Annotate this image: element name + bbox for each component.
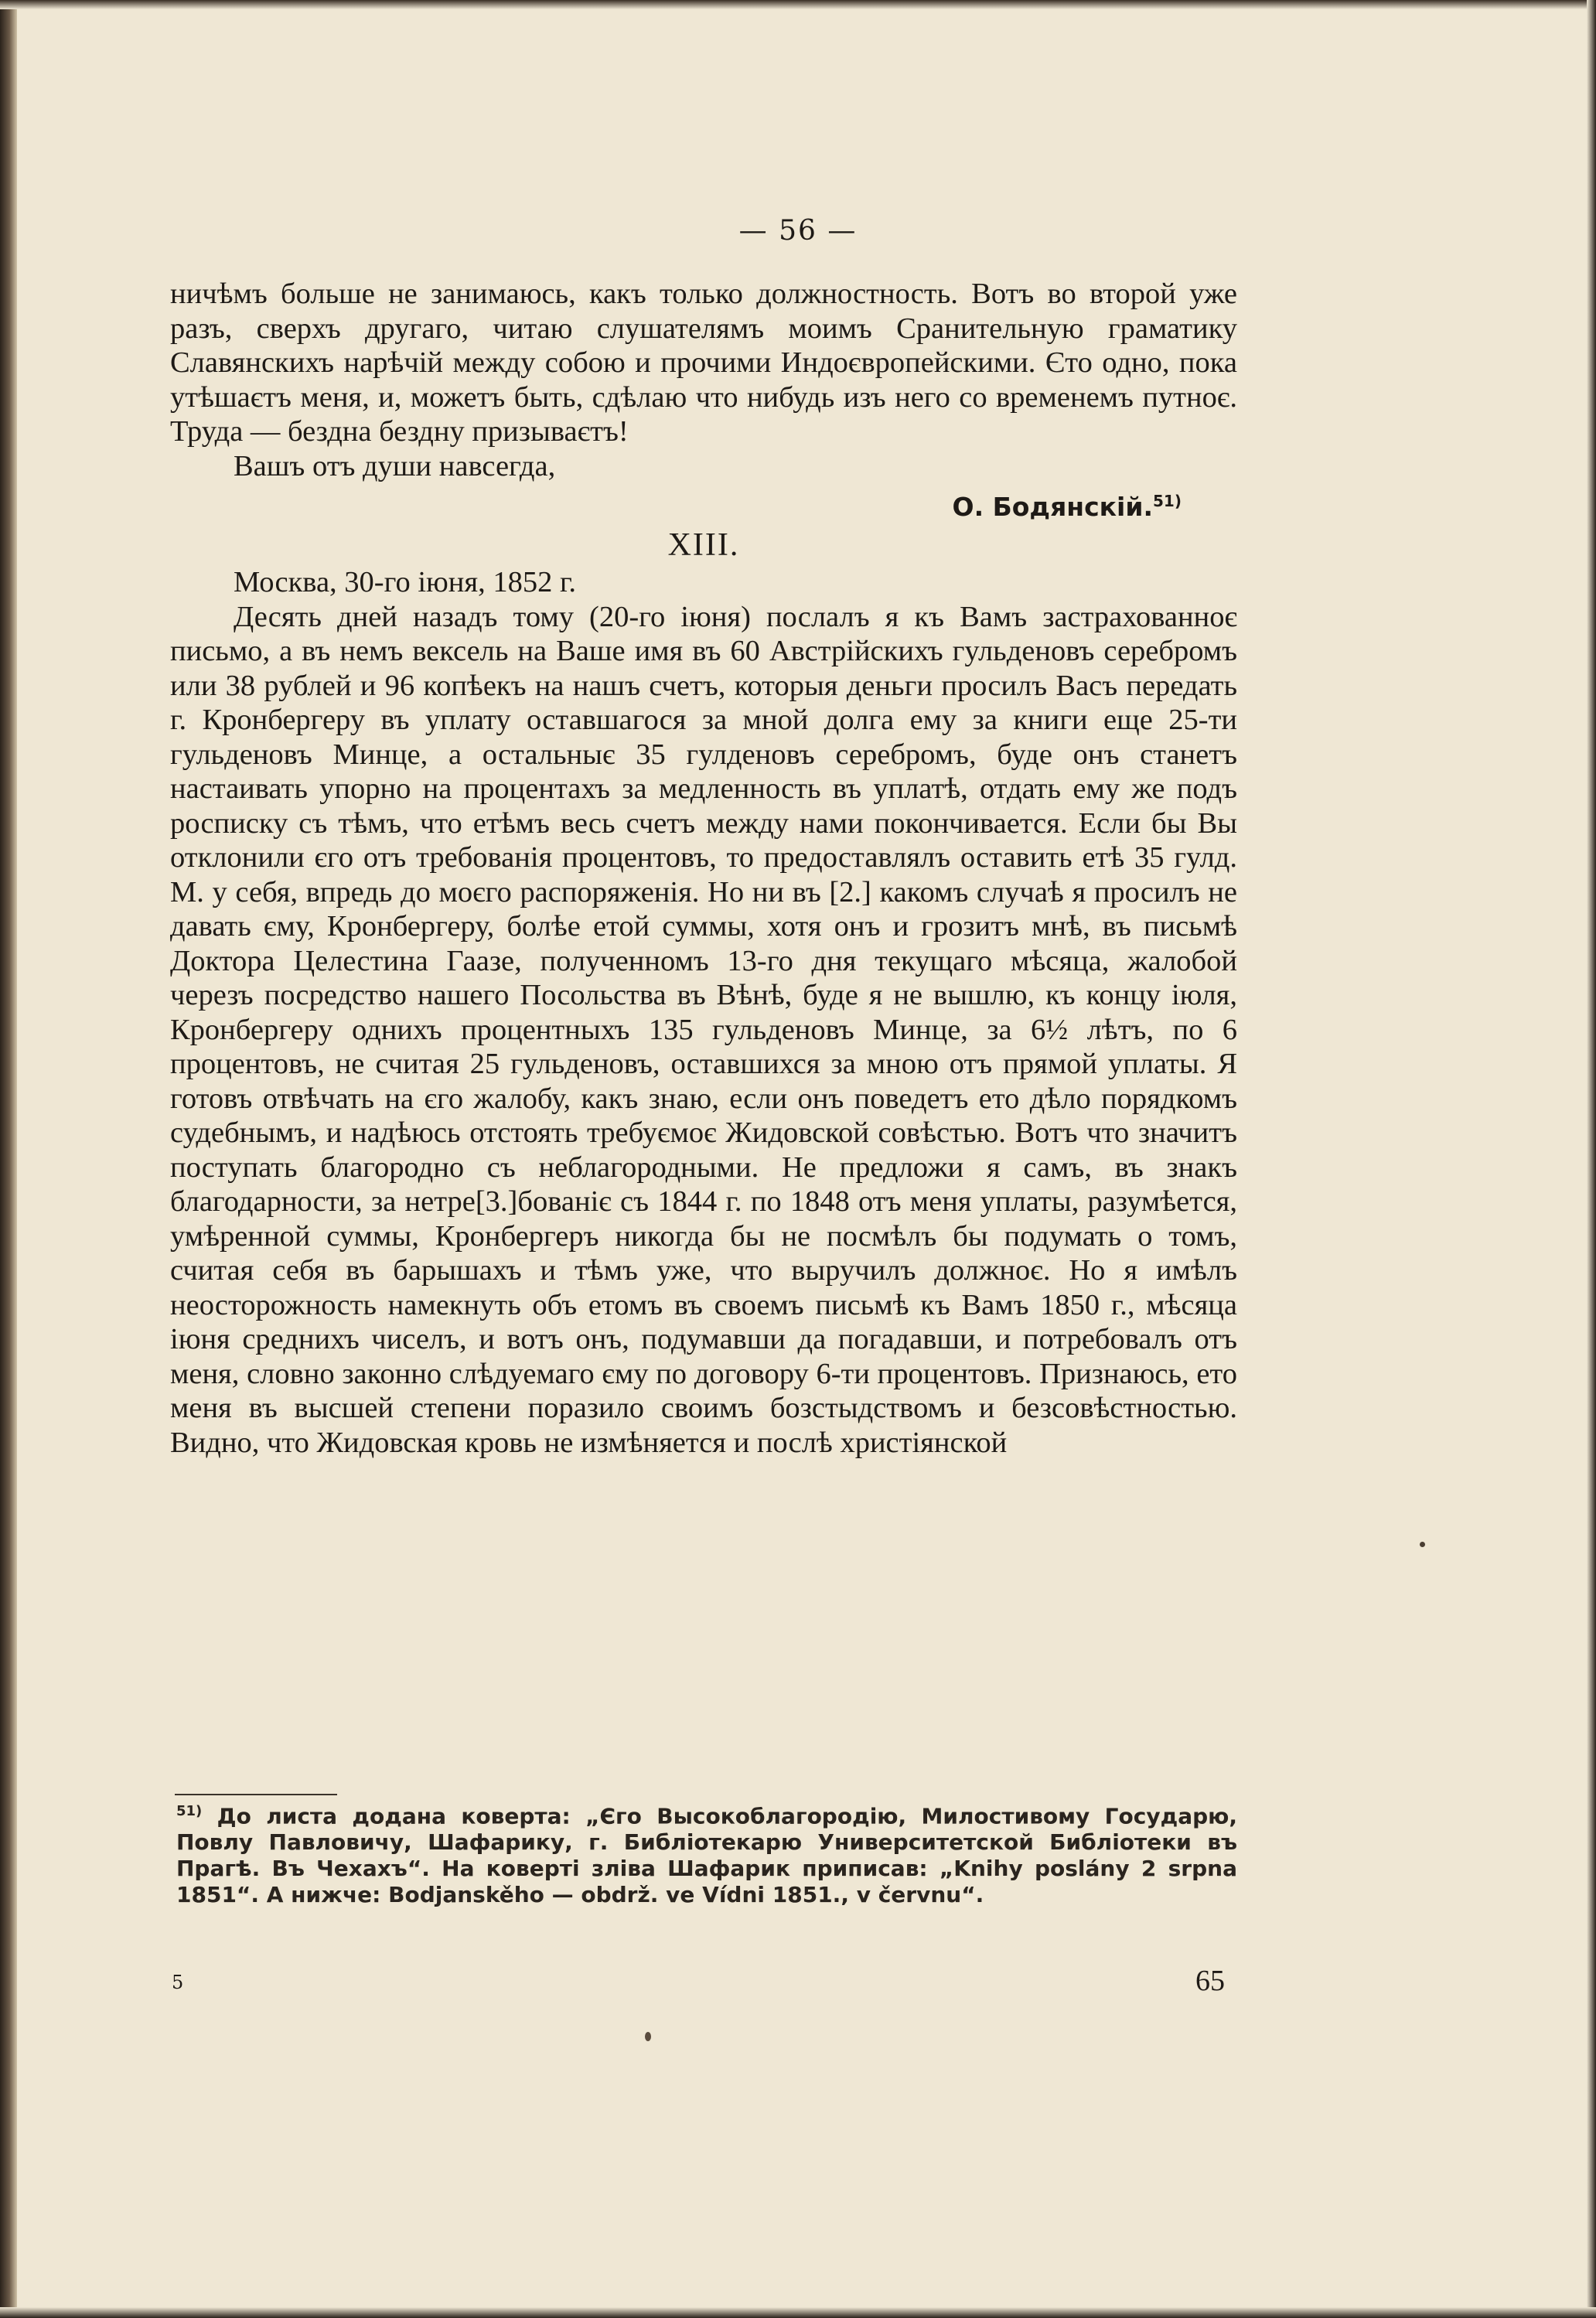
footnote-text: До листа додана коверта: „Єго Высокоблагородію, Милостивому Государю, Повлу Павловичу, Шафарику, г. Библіотекарю Университетской Библіотеки въ Прагѣ. Въ Чехахъ“. На коверті зліва Шафарик приписав: „Knihy poslány 2 srpna 1851“. А нижче: Bodjanskěho — obdrž. ve Vídni 1851., v červnu“. bbox=[176, 1803, 1237, 1908]
paper-speck bbox=[645, 2032, 651, 2041]
letter-closing-paragraph: ничѣмъ больше не занимаюсь, какъ только должностность. Вотъ во второй уже разъ, сверхъ другаго, читаю слушателямъ моимъ Сранительную граматику Славянскихъ нарѣчій между собою и прочими Индоєвропейскими. Єто одно, пока утѣшаєтъ меня, и, можетъ быть, сдѣлаю что нибудь изъ него со временемъ путноє. Труда — бездна бездну призываєтъ! bbox=[170, 278, 1237, 448]
letter-body-paragraph: Десять дней назадъ тому (20-го іюня) послалъ я къ Вамъ застрахованноє письмо, а въ немъ вексель на Ваше имя въ 60 Австрійскихъ гульденовъ серебромъ или 38 рублей и 96 копѣекъ на нашъ счетъ, которыя деньги просилъ Васъ передать г. Кронбергеру въ уплату оставшагося за мной долга ему за книги еще 25-ти гульденовъ Минце, а остальныє 35 гулденовъ серебромъ, буде онъ станетъ настаивать упорно на процентахъ за медленность въ уплатѣ, отдать ему же подъ росписку съ тѣмъ, что етѣмъ весь счетъ между нами покончивается. Если бы Вы отклонили єго отъ требованія процентовъ, то предоставлялъ оставить етѣ 35 гулд. М. у себя, впредь до моєго распоряженія. Но ни въ [2.] какомъ случаѣ я просилъ не давать єму, Кронбергеру, болѣе етой суммы, хотя онъ и грозитъ мнѣ, въ письмѣ Доктора Целестина Гаазе, полученномъ 13-го дня текущаго мѣсяца, жалобой черезъ посредство нашего Посольства въ Вѣнѣ, буде я не вышлю, къ концу іюля, Кронбергеру однихъ процентныхъ 135 гульденовъ Минце, за 6½ лѣтъ, по 6 процентовъ, не считая 25 гульденовъ, оставшихся за мною отъ прямой уплаты. Я готовъ отвѣчать на єго жалобу, какъ знаю, если онъ поведетъ ето дѣло порядкомъ судебнымъ, и надѣюсь отстоять требуємоє Жидовской совѣстью. Вотъ что значитъ поступать благородно съ неблагородными. Не предложи я самъ, въ знакъ благодарности, за нетре[3.]бованіє съ 1844 г. по 1848 отъ меня уплаты, разумѣется, умѣренной суммы, Кронбергеръ никогда бы не посмѣлъ бы подумать о томъ, считая себя въ барышахъ и тѣмъ уже, что выручилъ должноє. Но я имѣлъ неосторожность намекнуть объ етомъ въ своемъ письмѣ къ Вамъ 1850 г., мѣсяца іюня среднихъ чиселъ, и вотъ онъ, подумавши да погадавши, и потребовалъ отъ меня, словно законно слѣдуемаго єму по договору 6-ти процентовъ. Признаюсь, ето меня въ высшей степени поразило своимъ бозстыдствомъ и безсовѣстностью. Видно, что Жидовская кровь не измѣняется и послѣ христіянской bbox=[170, 600, 1237, 1459]
page-right-edge bbox=[1587, 0, 1596, 2318]
section-number: XIII. bbox=[667, 527, 740, 563]
footnote-separator bbox=[175, 1794, 337, 1795]
signature-footnote-ref: 51) bbox=[1153, 492, 1182, 510]
letter-signature bbox=[170, 483, 1237, 525]
footnote bbox=[176, 1798, 1237, 1908]
footnote-marker: 51) bbox=[176, 1803, 203, 1819]
signature-name: О. Бодянскій. bbox=[952, 492, 1154, 522]
page-bottom-edge bbox=[0, 2307, 1596, 2318]
printer-signature-mark: 5 bbox=[172, 1972, 184, 1993]
paper-speck bbox=[1420, 1542, 1425, 1547]
letter-closing-salutation: Вашъ отъ души навсегда, bbox=[234, 449, 556, 482]
letter-dateline: Москва, 30-го іюня, 1852 г. bbox=[234, 566, 577, 598]
page-top-edge bbox=[0, 0, 1596, 9]
running-page-number: — 56 — bbox=[738, 215, 858, 247]
folio-number: 65 bbox=[1195, 1965, 1225, 1997]
book-spine-shadow bbox=[0, 0, 17, 2318]
main-text bbox=[170, 277, 1237, 1460]
